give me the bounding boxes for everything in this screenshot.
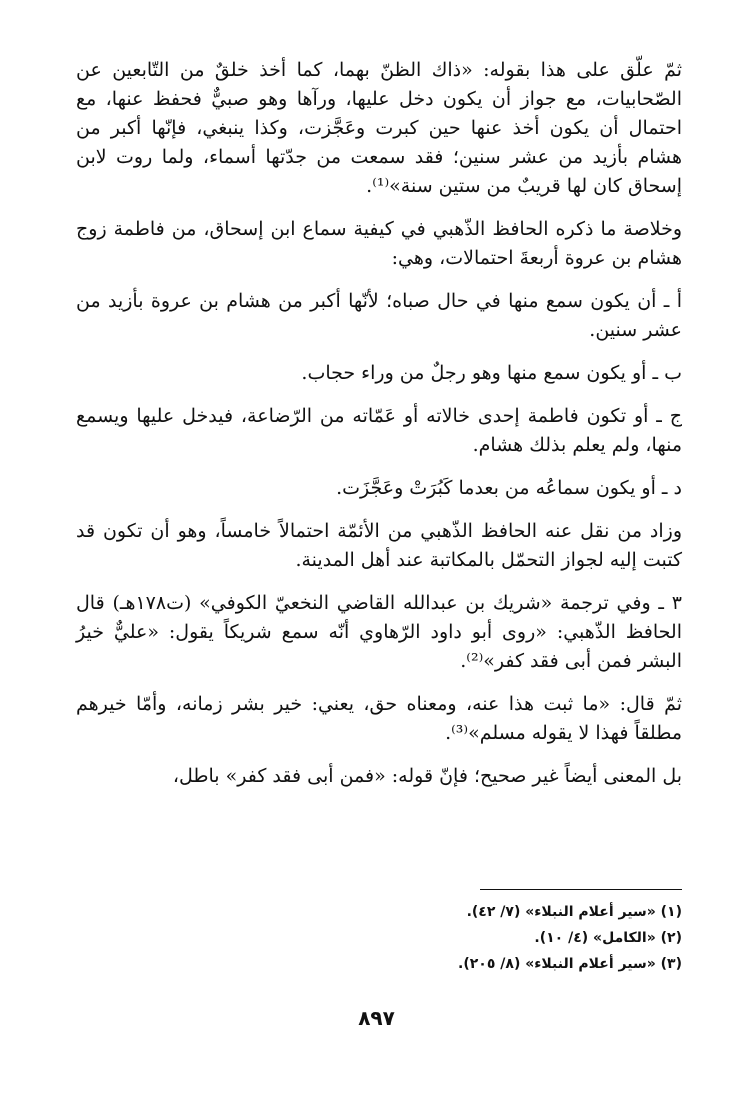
paragraph-6: د ـ أو يكون سماعُه من بعدما كَبُرَتْ وعَجَّزَت. [336, 477, 682, 499]
paragraph-10: بل المعنى أيضاً غير صحيح؛ فإنّ قوله: «فمن أبى فقد كفر» باطل، [172, 765, 682, 787]
footnote-1: (١) «سير أعلام النبلاء» (٧/ ٤٢). [466, 904, 682, 920]
footnote-3: (٣) «سير أعلام النبلاء» (٨/ ٢٠٥). [458, 956, 682, 972]
paragraph-3: أ ـ أن يكون سمع منها في حال صباه؛ لأنّها أكبر من هشام بن عروة بأزيد من عشر سنين. [76, 290, 682, 341]
paragraph-9: ثمّ قال: «ما ثبت هذا عنه، ومعناه حق، يعني: خير بشر زمانه، وأمّا خيرهم مطلقاً فهذا لا يقوله مسلم»⁽³⁾. [76, 693, 682, 744]
paragraph-7: وزاد من نقل عنه الحافظ الذّهبي من الأئمّة احتمالاً خامساً، وهو أن تكون قد كتبت إليه لجواز التحمّل بالمكاتبة عند أهل المدينة. [76, 520, 682, 571]
paragraph-1: ثمّ علّق على هذا بقوله: «ذاك الظنّ بهما، كما أخذ خلقٌ من التّابعين عن الصّحابيات، مع جواز أن يكون دخل عليها، ورآها وهو صبيٌّ فحفظ عنها، مع احتمال أن يكون أخذ عنها حين كبرت وعَجَّزت، وكذا ينبغي، فإنّها أكبر من هشام بأزيد من عشر سنين؛ فقد سمعت من جدّتها أسماء، ولما روت لابن إسحاق كان لها قريبٌ من ستين سنة»⁽¹⁾. [76, 59, 683, 197]
page-number: ٨٩٧ [358, 1006, 395, 1030]
footnote-separator [480, 889, 682, 890]
footnotes [76, 899, 682, 977]
main-text [76, 56, 682, 791]
paragraph-8: ٣ ـ وفي ترجمة «شريك بن عبدالله القاضي النخعيّ الكوفي» (ت١٧٨هـ) قال الحافظ الذّهبي: «روى أبو داود الرّهاوي أنّه سمع شريكاً يقول: «عليٌّ خيرُ البشر فمن أبى فقد كفر»⁽²⁾. [76, 592, 682, 672]
paragraph-2: وخلاصة ما ذكره الحافظ الذّهبي في كيفية سماع ابن إسحاق، من فاطمة زوج هشام بن عروة أربعةَ احتمالات، وهي: [76, 218, 682, 269]
paragraph-5: ج ـ أو تكون فاطمة إحدى خالاته أو عَمّاته من الرّضاعة، فيدخل عليها ويسمع منها، ولم يعلم بذلك هشام. [76, 405, 682, 456]
paragraph-4: ب ـ أو يكون سمع منها وهو رجلٌ من وراء حجاب. [301, 362, 682, 384]
footnote-2: (٢) «الكامل» (٤/ ١٠). [534, 930, 682, 946]
